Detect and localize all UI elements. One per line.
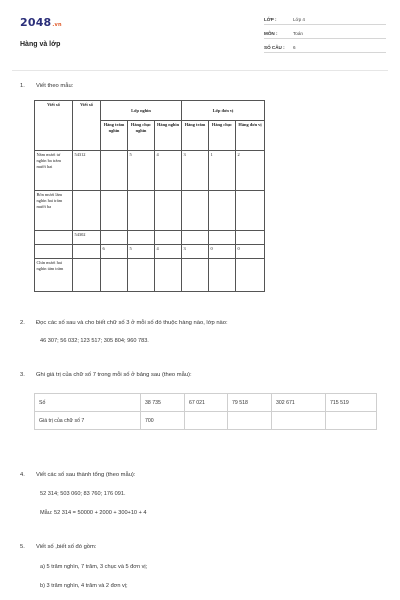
table-cell [185, 412, 228, 430]
header [20, 14, 380, 54]
question-text: Viết số ,biết số đó gồm: [36, 544, 97, 550]
cell-digit [101, 231, 128, 245]
table-row [35, 191, 265, 231]
table-row [35, 394, 377, 412]
cell-write [73, 259, 101, 292]
cell-digit [209, 191, 236, 231]
cell-digit: 1 [209, 151, 236, 191]
question-number: 2. [20, 320, 25, 326]
list-item: b) 3 trăm nghìn, 4 trăm và 2 đơn vị; [40, 583, 128, 589]
cell-digit [155, 191, 182, 231]
question-text: Viết theo mẫu: [36, 83, 74, 89]
cell-digit: 4 [155, 151, 182, 191]
cell-digit: 2 [236, 151, 265, 191]
cell-digit [128, 231, 155, 245]
cell-write [73, 191, 101, 231]
meta-question-count [264, 42, 386, 53]
number-list: 46 307; 56 032; 123 517; 305 804; 960 783. [40, 338, 149, 344]
number-list: 52 314; 503 060; 83 760; 176 091. [40, 491, 126, 497]
table-row [35, 412, 377, 430]
example-line: Mẫu: 52 314 = 50000 + 2000 + 300+10 + 4 [40, 510, 147, 516]
meta-label: LỚP : [264, 17, 277, 22]
cell-digit: 0 [209, 245, 236, 259]
header-write: Viết số [73, 101, 101, 151]
meta-value: Lớp 4 [293, 17, 305, 22]
cell-digit [182, 191, 209, 231]
cell-digit [128, 259, 155, 292]
question-text: Đọc các số sau và cho biết chữ số 3 ở mỗi số đó thuộc hàng nào, lớp nào: [36, 320, 228, 326]
header-tens: Hàng chục [209, 121, 236, 151]
cell-digit: 0 [236, 245, 265, 259]
row-label: Giá trị của chữ số 7 [35, 412, 141, 430]
header-read: Viết số [35, 101, 73, 151]
cell-digit: 6 [101, 245, 128, 259]
cell-digit [101, 259, 128, 292]
table-row [35, 245, 265, 259]
site-logo[interactable]: 2048.vn [20, 16, 62, 29]
worksheet-page [12, 8, 388, 600]
cell-digit: 3 [182, 245, 209, 259]
cell-read [35, 245, 73, 259]
meta-value: Toán [293, 31, 303, 36]
cell-write [73, 245, 101, 259]
cell-write: 54302 [73, 231, 101, 245]
cell-digit [236, 231, 265, 245]
cell-digit [101, 151, 128, 191]
meta-value: 6 [293, 45, 296, 50]
meta-grade [264, 14, 386, 25]
cell-read: Bốn mươi lăm nghìn hai trăm mười ba [35, 191, 73, 231]
cell-digit: 4 [155, 245, 182, 259]
question-number: 1. [20, 83, 25, 89]
cell-read: Chín mươi hai nghìn tám trăm [35, 259, 73, 292]
list-item: a) 5 trăm nghìn, 7 trăm, 3 chục và 5 đơn vị; [40, 564, 148, 570]
table-cell: 79 518 [228, 394, 272, 412]
question-5 [20, 544, 96, 550]
row-label: Số [35, 394, 141, 412]
cell-digit [209, 231, 236, 245]
table-cell [228, 412, 272, 430]
cell-digit [128, 191, 155, 231]
question-text: Viết các số sau thành tổng (theo mẫu): [36, 472, 136, 478]
table-row [35, 259, 265, 292]
question-text: Ghi giá trị của chữ số 7 trong mỗi số ở bảng sau (theo mẫu): [36, 372, 192, 378]
cell-digit [101, 191, 128, 231]
place-value-table [34, 100, 265, 292]
cell-digit: 3 [182, 151, 209, 191]
cell-digit [155, 259, 182, 292]
header-thousands: Hàng nghìn [155, 121, 182, 151]
header-divider [12, 70, 388, 71]
cell-digit [182, 259, 209, 292]
question-number: 4. [20, 472, 25, 478]
cell-digit [236, 259, 265, 292]
header-thousands-class: Lớp nghìn [101, 101, 182, 121]
table-cell: 38 735 [141, 394, 185, 412]
table-cell: 302 671 [272, 394, 326, 412]
cell-write: 54312 [73, 151, 101, 191]
question-3 [20, 372, 192, 378]
table-cell: 67 021 [185, 394, 228, 412]
table-cell [272, 412, 326, 430]
cell-digit [236, 191, 265, 231]
cell-digit: 5 [128, 151, 155, 191]
header-hundred-thousands: Hàng trăm nghìn [101, 121, 128, 151]
cell-digit [209, 259, 236, 292]
meta-subject [264, 28, 386, 39]
question-4 [20, 472, 135, 478]
question-number: 3. [20, 372, 25, 378]
question-2 [20, 320, 228, 326]
table-cell: 700 [141, 412, 185, 430]
table-cell: 715 519 [326, 394, 377, 412]
cell-read [35, 231, 73, 245]
cell-digit: 5 [128, 245, 155, 259]
meta-label: MÔN : [264, 31, 278, 36]
table-cell [326, 412, 377, 430]
header-hundreds: Hàng trăm [182, 121, 209, 151]
meta-label: SỐ CÂU : [264, 45, 285, 50]
cell-read: Năm mươi tư nghìn ba trăm mười hai [35, 151, 73, 191]
cell-digit [155, 231, 182, 245]
table-row [35, 231, 265, 245]
page-title: Hàng và lớp [20, 41, 61, 48]
digit-value-table [34, 393, 377, 430]
header-units-class: Lớp đơn vị [182, 101, 265, 121]
header-ten-thousands: Hàng chục nghìn [128, 121, 155, 151]
question-number: 5. [20, 544, 25, 550]
cell-digit [182, 231, 209, 245]
table-row [35, 151, 265, 191]
question-1 [20, 83, 73, 89]
header-ones: Hàng đơn vị [236, 121, 265, 151]
